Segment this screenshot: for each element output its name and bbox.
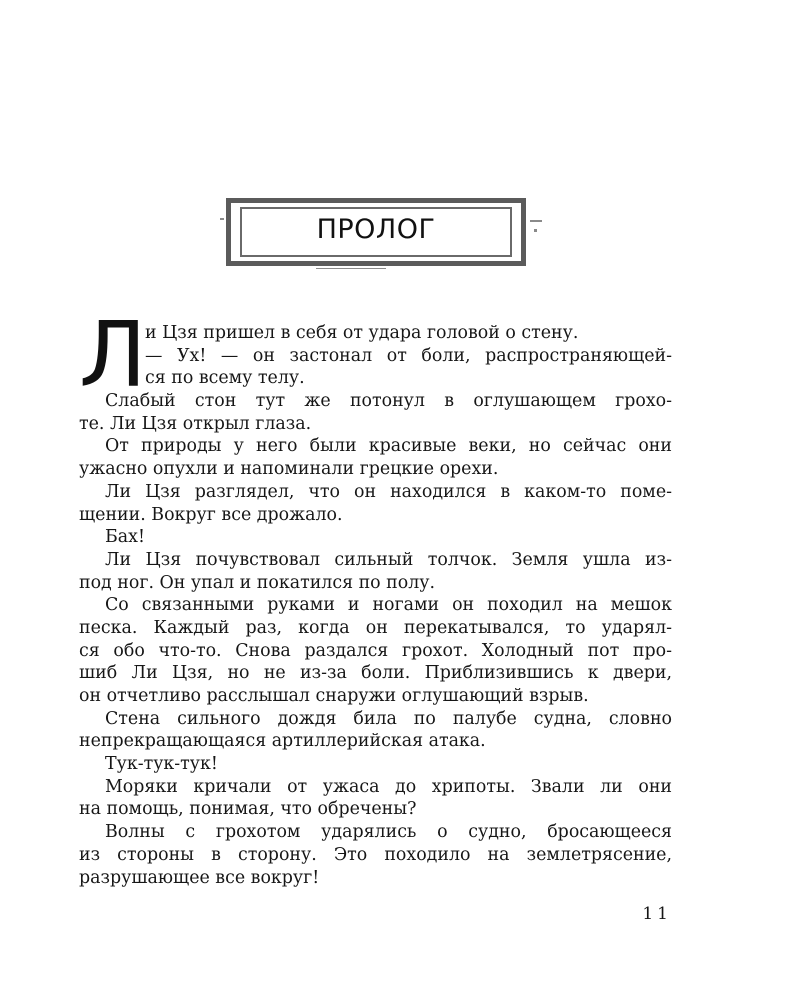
text-line: он отчетливо расслышал снаружи оглушающий взрыв. bbox=[79, 686, 589, 706]
text-line: шиб Ли Цзя, но не из-за боли. Приблизившись к двери, bbox=[79, 663, 672, 684]
text-line: Ли Цзя почувствовал сильный толчок. Земля ушла из- bbox=[105, 549, 672, 570]
text-line: Волны с грохотом ударялись о судно, бросающееся bbox=[105, 822, 672, 843]
text-line: из стороны в сторону. Это походило на землетрясение, bbox=[79, 844, 672, 865]
text-line: Тук-тук-тук! bbox=[105, 754, 218, 775]
text-line: песка. Каждый раз, когда он перекатывался, то ударял- bbox=[79, 617, 672, 638]
text-line: разрушающее все вокруг! bbox=[79, 867, 320, 888]
text-line: ся обо что-то. Снова раздался грохот. Холодный пот про- bbox=[79, 640, 672, 661]
page-number: 11 bbox=[642, 904, 672, 924]
chapter-title-box bbox=[226, 198, 526, 266]
text-line: непрекращающаяся артиллерийская атака. bbox=[79, 731, 486, 752]
title-ornament-bottom bbox=[316, 268, 386, 269]
text-line: на помощь, понимая, что обречены? bbox=[79, 799, 417, 820]
text-line: ся по всему телу. bbox=[145, 368, 305, 389]
body-text bbox=[79, 322, 672, 889]
text-line: Слабый стон тут же потонул в оглушающем грохо- bbox=[105, 391, 672, 412]
title-ornament-left bbox=[220, 218, 224, 220]
text-line: Со связанными руками и ногами он походил на мешок bbox=[105, 595, 672, 616]
title-ornament-right bbox=[530, 220, 542, 222]
text-line: От природы у него были красивые веки, но сейчас они bbox=[105, 436, 672, 457]
text-line: под ног. Он упал и покатился по полу. bbox=[79, 572, 436, 593]
text-line: ужасно опухли и напоминали грецкие орехи. bbox=[79, 459, 499, 480]
text-line: и Цзя пришел в себя от удара головой о стену. bbox=[145, 323, 579, 343]
text-line: Моряки кричали от ужаса до хрипоты. Звали ли они bbox=[105, 776, 672, 797]
text-line: — Ух! — он застонал от боли, распространяющей- bbox=[145, 345, 672, 366]
text-line: те. Ли Цзя открыл глаза. bbox=[79, 413, 312, 434]
text-line: Ли Цзя разглядел, что он находился в каком-то поме- bbox=[105, 481, 672, 502]
text-line: щении. Вокруг все дрожало. bbox=[79, 504, 343, 525]
drop-cap: Л bbox=[79, 303, 145, 408]
text-line: Бах! bbox=[105, 527, 145, 548]
chapter-title: ПРОЛОГ bbox=[316, 214, 436, 245]
text-line: Стена сильного дождя била по палубе судна, словно bbox=[105, 708, 672, 729]
title-ornament-right-dot bbox=[534, 229, 537, 232]
